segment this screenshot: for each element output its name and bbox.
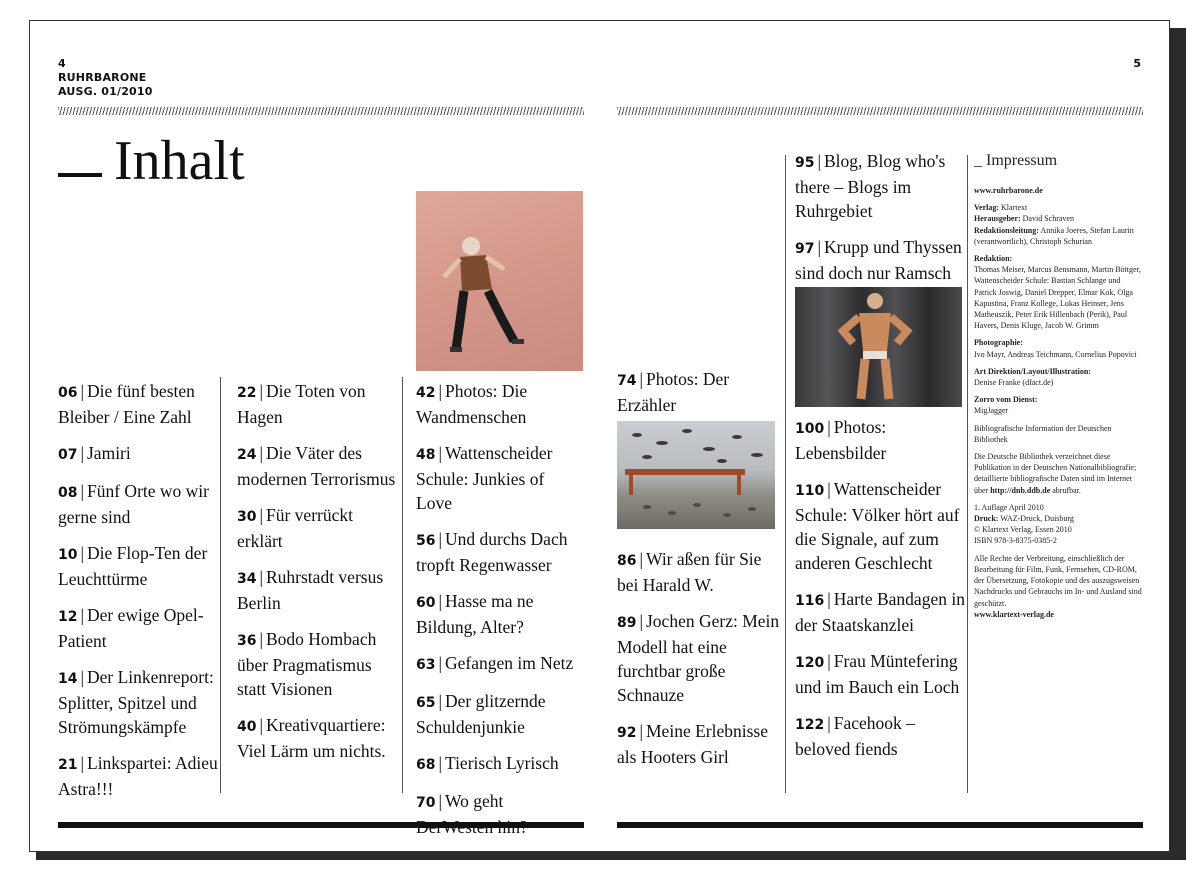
toc-entry-title: Der glitzernde Schuldenjunkie <box>416 691 546 737</box>
toc-page-number: 65 <box>416 695 436 711</box>
photographie-value: Ivo Mayr, Andreas Teichmann, Cornelius Popovici <box>974 349 1137 359</box>
herausgeber-label: Herausgeber: <box>974 214 1021 224</box>
toc-entry-title: Der Linkenreport: Splitter, Spitzel und Strömungskämpfe <box>58 667 214 737</box>
toc-entry[interactable]: 06 | Die fünf besten Bleiber / Eine Zahl <box>58 381 195 427</box>
toc-entry-title: Wir aßen für Sie bei Harald W. <box>617 549 762 595</box>
toc-page-number: 21 <box>58 757 78 773</box>
toc-page-number: 08 <box>58 485 78 501</box>
toc-page-number: 22 <box>237 385 257 401</box>
impressum-zorro <box>974 394 1144 416</box>
photo-bodybuilder <box>795 287 962 407</box>
toc-entry[interactable]: 22 | Die Toten von Hagen <box>237 381 366 427</box>
auflage: 1. Auflage April 2010 <box>974 502 1044 512</box>
impressum-redaktion <box>974 253 1144 331</box>
column-divider <box>967 155 968 793</box>
zorro-label: Zorro vom Dienst: <box>974 395 1038 405</box>
impressum-print-info <box>974 502 1144 547</box>
toc-entry[interactable]: 10 | Die Flop-Ten der Leuchttürme <box>58 543 208 589</box>
toc-entry-title: Wattenscheider Schule: Junkies of Love <box>416 443 553 513</box>
toc-entry[interactable]: 110 | Wattenscheider Schule: Völker hört auf die Signale, auf zum anderen Geschlecht <box>795 479 960 573</box>
toc-entry-title: Photos: Lebensbilder <box>795 417 887 463</box>
toc-page-number: 116 <box>795 593 825 609</box>
toc-entry[interactable]: 100 | Photos: Lebensbilder <box>795 417 887 463</box>
toc-entry[interactable]: 30 | Für verrückt erklärt <box>237 505 353 551</box>
dnb-link[interactable]: http://dnb.ddb.de <box>990 485 1051 495</box>
redaktionsleitung-value: Annika Joeres, Stefan Laurin (verantwortlich), Christoph Schurian <box>974 225 1134 246</box>
toc-entry[interactable]: 63 | Gefangen im Netz <box>416 653 574 673</box>
wall-man-illustration <box>416 191 583 371</box>
toc-entry-title: Blog, Blog who's there – Blogs im Ruhrgebiet <box>795 151 946 221</box>
toc-entry[interactable]: 42 | Photos: Die Wandmenschen <box>416 381 528 427</box>
toc-entry[interactable]: 21 | Linkspartei: Adieu Astra!!! <box>58 753 218 799</box>
toc-column-5-top <box>795 149 967 297</box>
toc-column-3 <box>416 379 584 851</box>
toc-page-number: 36 <box>237 633 257 649</box>
toc-page-number: 14 <box>58 671 78 687</box>
impressum-publisher <box>974 202 1144 247</box>
toc-entry[interactable]: 14 | Der Linkenreport: Splitter, Spitzel und Strömungskämpfe <box>58 667 214 737</box>
impressum-rights <box>974 553 1144 620</box>
website-link[interactable]: www.ruhrbarone.de <box>974 186 1043 195</box>
toc-entry[interactable]: 56 | Und durchs Dach tropft Regenwasser <box>416 529 568 575</box>
toc-entry-title: Krupp und Thyssen sind doch nur Ramsch <box>795 237 962 283</box>
publisher-link[interactable]: www.klartext-verlag.de <box>974 609 1054 619</box>
toc-entry-title: Die Flop-Ten der Leuchttürme <box>58 543 208 589</box>
toc-entry-title: Für verrückt erklärt <box>237 505 353 551</box>
art-label: Art Direktion/Layout/Illustration: <box>974 366 1091 376</box>
toc-column-4-top <box>617 367 775 429</box>
photographie-label: Photographie: <box>974 338 1023 348</box>
toc-entry-title: Photos: Der Erzähler <box>617 369 730 415</box>
photo-pigeons <box>617 421 775 529</box>
art-value: Denise Franke (dfact.de) <box>974 378 1054 388</box>
herausgeber-value: David Schraven <box>1022 214 1074 224</box>
toc-entry[interactable]: 97 | Krupp und Thyssen sind doch nur Ramsch <box>795 237 962 283</box>
toc-page-number: 110 <box>795 483 825 499</box>
rights-text: Alle Rechte der Verbreitung, einschließlich der Bearbeitung für Film, Funk, Fernsehen, CD-ROM, der Übersetzung, Fotokopie und des auszugsweisen Nachdrucks und Gebrauchs im In- und Ausland sind geschützt. <box>974 553 1142 608</box>
impressum <box>974 151 1144 626</box>
toc-page-number: 100 <box>795 421 825 437</box>
toc-entry[interactable]: 120 | Frau Müntefering und im Bauch ein Loch <box>795 651 960 697</box>
toc-entry-title: Jochen Gerz: Mein Modell hat eine furchtbar große Schnauze <box>617 611 780 705</box>
toc-entry-title: Gefangen im Netz <box>445 653 574 673</box>
toc-page-number: 30 <box>237 509 257 525</box>
running-head-left <box>58 57 153 99</box>
toc-entry[interactable]: 24 | Die Väter des modernen Terrorismus <box>237 443 396 489</box>
toc-page-number: 95 <box>795 155 815 171</box>
column-divider <box>220 377 221 793</box>
magazine-name: RUHRBARONE <box>58 71 147 84</box>
toc-entry[interactable]: 36 | Bodo Hombach über Pragmatismus statt Visionen <box>237 629 377 699</box>
copyright: © Klartext Verlag, Essen 2010 <box>974 525 1072 535</box>
toc-entry-title: Frau Müntefering und im Bauch ein Loch <box>795 651 960 697</box>
toc-entry-title: Fünf Orte wo wir gerne sind <box>58 481 209 527</box>
toc-entry[interactable]: 12 | Der ewige Opel-Patient <box>58 605 204 651</box>
toc-entry[interactable]: 65 | Der glitzernde Schuldenjunkie <box>416 691 546 737</box>
toc-page-number: 40 <box>237 719 257 735</box>
toc-entry-title: Ruhrstadt versus Berlin <box>237 567 384 613</box>
toc-entry[interactable]: 48 | Wattenscheider Schule: Junkies of Love <box>416 443 553 513</box>
druck-label: Druck: <box>974 514 999 524</box>
pigeons-illustration <box>617 421 775 529</box>
toc-entry[interactable]: 68 | Tierisch Lyrisch <box>416 753 559 773</box>
footer-rule-right <box>617 822 1143 828</box>
toc-page-number: 120 <box>795 655 825 671</box>
toc-entry-title: Hasse ma ne Bildung, Alter? <box>416 591 534 637</box>
impressum-photographie <box>974 337 1144 359</box>
toc-entry[interactable]: 07 | Jamiri <box>58 443 131 463</box>
toc-page-number: 42 <box>416 385 436 401</box>
toc-entry[interactable]: 95 | Blog, Blog who's there – Blogs im Ruhrgebiet <box>795 151 946 221</box>
toc-entry[interactable]: 08 | Fünf Orte wo wir gerne sind <box>58 481 209 527</box>
toc-page-number: 92 <box>617 725 637 741</box>
toc-entry-title: Tierisch Lyrisch <box>445 753 559 773</box>
toc-entry-title: Die Toten von Hagen <box>237 381 366 427</box>
toc-entry-title: Die Väter des modernen Terrorismus <box>237 443 396 489</box>
toc-page-number: 122 <box>795 717 825 733</box>
toc-entry-title: Photos: Die Wandmenschen <box>416 381 528 427</box>
hatch-rule-left <box>58 107 584 115</box>
isbn: ISBN 978-3-8375-0385-2 <box>974 536 1057 546</box>
impressum-biblio-text <box>974 451 1144 496</box>
biblio-text-b: abrufbar. <box>1050 485 1081 495</box>
toc-entry[interactable]: 116 | Harte Bandagen in der Staatskanzlei <box>795 589 965 635</box>
toc-column-5-bottom <box>795 415 965 773</box>
column-divider <box>402 377 403 793</box>
page-number-left: 4 <box>58 57 66 70</box>
toc-entry-title: Harte Bandagen in der Staatskanzlei <box>795 589 965 635</box>
impressum-heading: _ Impressum <box>974 152 1058 169</box>
verlag-label: Verlag: <box>974 203 1000 213</box>
toc-column-1 <box>58 379 220 813</box>
toc-page-number: 89 <box>617 615 637 631</box>
column-divider <box>785 155 786 793</box>
toc-page-number: 97 <box>795 241 815 257</box>
toc-entry[interactable]: 60 | Hasse ma ne Bildung, Alter? <box>416 591 534 637</box>
photo-wall-man <box>416 191 583 371</box>
toc-entry[interactable]: 89 | Jochen Gerz: Mein Modell hat eine furchtbar große Schnauze <box>617 611 780 705</box>
zorro-value: MigJagger <box>974 406 1009 416</box>
toc-page-number: 86 <box>617 553 637 569</box>
toc-entry[interactable]: 70 | Wo geht <box>416 789 584 839</box>
page-title <box>58 129 245 193</box>
toc-page-number: 12 <box>58 609 78 625</box>
page-number-right: 5 <box>1133 57 1141 70</box>
toc-page-number: 74 <box>617 373 637 389</box>
magazine-spread <box>29 20 1170 852</box>
issue-number: AUSG. 01/2010 <box>58 85 153 98</box>
toc-page-number: 60 <box>416 595 436 611</box>
footer-rule-left <box>58 822 584 828</box>
toc-page-number: 24 <box>237 447 257 463</box>
verlag-value: Klartext <box>1001 203 1028 213</box>
redaktion-value: Thomas Meiser, Marcus Bensmann, Martin Böttger, Wattenscheider Schule: Bastian Schlange und Patrick Joswig, Daniel Drepper, Elmar Kok, Olga Kapustina, Franz Kollege, Lukas Heinser, Jens Matheuszik, Peter Erik Hillenbach (Perik), Paul Havers, Denis Kluge, Jacob W. Grimm <box>974 265 1141 331</box>
toc-entry[interactable]: 34 | Ruhrstadt versus Berlin <box>237 567 384 613</box>
toc-entry-title: Linkspartei: Adieu Astra!!! <box>58 753 218 799</box>
impressum-website[interactable] <box>974 185 1144 196</box>
toc-entry-title: Jamiri <box>87 443 131 463</box>
toc-entry[interactable]: 92 | Meine Erlebnisse als Hooters Girl <box>617 721 768 767</box>
page-title-text: Inhalt <box>114 130 245 192</box>
bodybuilder-illustration <box>795 287 962 407</box>
toc-page-number: 70 <box>416 795 436 811</box>
toc-entry-title: Der ewige Opel-Patient <box>58 605 204 651</box>
title-underscore <box>58 173 102 177</box>
toc-column-4-bottom <box>617 547 782 781</box>
toc-entry-title: Meine Erlebnisse als Hooters Girl <box>617 721 768 767</box>
toc-entry-title: Und durchs Dach tropft Regenwasser <box>416 529 568 575</box>
toc-entry-title: Bodo Hombach über Pragmatismus statt Visionen <box>237 629 377 699</box>
toc-page-number: 34 <box>237 571 257 587</box>
hatch-rule-right <box>617 107 1143 115</box>
toc-page-number: 56 <box>416 533 436 549</box>
biblio-text-a: Die Deutsche Bibliothek verzeichnet diese Publikation in der Deutschen Nationalbibliografie; detaillierte bibliografische Daten sind im Internet über <box>974 452 1137 495</box>
toc-column-2 <box>237 379 402 775</box>
druck-value: WAZ-Druck, Duisburg <box>1000 514 1074 524</box>
toc-page-number: 48 <box>416 447 436 463</box>
toc-entry[interactable]: 122 | Facehook – beloved fiends <box>795 713 915 759</box>
toc-entry-title: Kreativquartiere: Viel Lärm um nichts. <box>237 715 386 761</box>
redaktion-label: Redaktion: <box>974 254 1013 264</box>
toc-page-number: 07 <box>58 447 78 463</box>
toc-page-number: 06 <box>58 385 78 401</box>
redaktionsleitung-label: Redaktionsleitung: <box>974 225 1039 235</box>
toc-entry-title: Wattenscheider Schule: Völker hört auf die Signale, auf zum anderen Geschlecht <box>795 479 960 573</box>
toc-page-number: 68 <box>416 757 436 773</box>
impressum-biblio-head: Bibliografische Information der Deutschen Bibliothek <box>974 423 1112 444</box>
impressum-art-direction <box>974 366 1144 388</box>
toc-entry[interactable]: 86 | Wir aßen für Sie bei Harald W. <box>617 549 762 595</box>
toc-page-number: 10 <box>58 547 78 563</box>
toc-entry[interactable]: 74 | Photos: Der Erzähler <box>617 369 730 415</box>
toc-entry[interactable]: 40 | Kreativquartiere: Viel Lärm um nichts. <box>237 715 386 761</box>
toc-entry-title: Facehook – beloved fiends <box>795 713 915 759</box>
toc-page-number: 63 <box>416 657 436 673</box>
toc-entry-title: Die fünf besten Bleiber / Eine Zahl <box>58 381 195 427</box>
toc-entry-title: Wo geht <box>445 791 504 811</box>
